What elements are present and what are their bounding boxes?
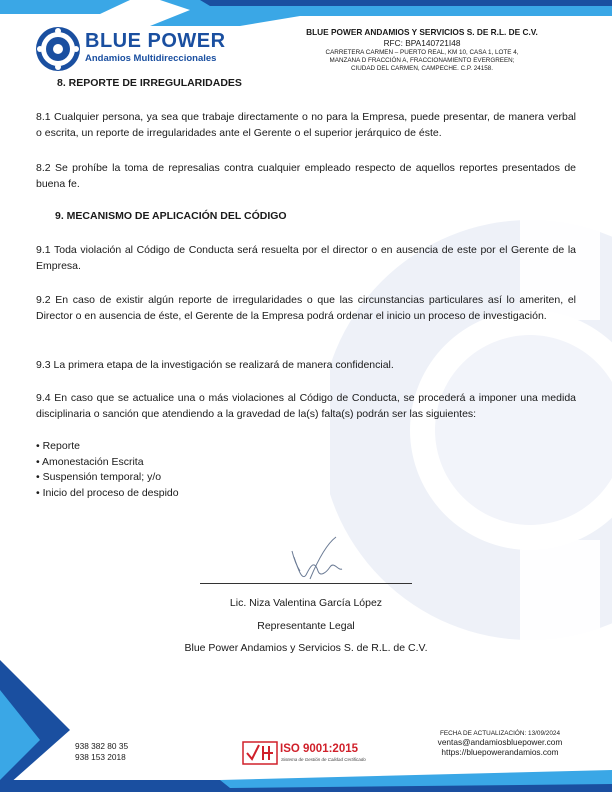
header-stripe — [0, 0, 612, 30]
company-info — [272, 27, 572, 73]
paragraph-9-1: 9.1 Toda violación al Código de Conducta será resuelta por el director o en ausencia de este por el Gerente de la Empresa. — [36, 244, 576, 272]
paragraph-8-1: 8.1 Cualquier persona, ya sea que trabaje directamente o no para la Empresa, puede presentar, de manera verbal o escrita, un reporte de irregularidades ante el Gerente o el superior jerárquico de éste. — [36, 111, 576, 139]
email-link[interactable]: ventas@andamiosbluepower.com — [437, 737, 563, 747]
address-line: MANZANA D FRACCIÓN A, FRACCIONAMIENTO EVERGREEN; — [329, 57, 515, 64]
footer-contact — [400, 730, 600, 757]
section-9-heading: 9. MECANISMO DE APLICACIÓN DEL CÓDIGO — [55, 210, 287, 222]
list-item: • Suspensión temporal; y/o — [36, 471, 162, 484]
paragraph-9-4: 9.4 En caso que se actualice una o más violaciones al Código de Conducta, se procederá a imponer una medida disciplinaria o sanción que atendiendo a la gravedad de la(s) falta(s) podrán ser las siguientes: — [36, 392, 576, 420]
signer-name: Lic. Niza Valentina García López — [229, 597, 383, 609]
website-link[interactable]: https://bluepowerandamios.com — [441, 747, 559, 757]
section-8-heading: 8. REPORTE DE IRREGULARIDADES — [57, 77, 242, 89]
company-rfc: RFC: BPA140721I48 — [383, 38, 461, 48]
phone-number: 938 153 2018 — [75, 751, 126, 762]
company-name: BLUE POWER ANDAMIOS Y SERVICIOS S. DE R.L. DE C.V. — [306, 27, 538, 37]
address-line: CIUDAD DEL CARMEN, CAMPECHE. C.P. 24158. — [350, 65, 494, 72]
logo-subtitle: Andamios Multidireccionales — [85, 53, 217, 64]
footer-phones — [75, 741, 128, 762]
paragraph-9-2: 9.2 En caso de existir algún reporte de irregularidades o que las circunstancias particulares así lo ameriten, el Director o en ausencia de éste, el Gerente de la Empresa podrá ordenar el inicio un proceso de investigación. — [36, 294, 576, 322]
list-item: • Amonestación Escrita — [36, 455, 144, 468]
iso-certificate-icon — [242, 741, 278, 765]
list-item: • Inicio del proceso de despido — [36, 487, 179, 500]
signer-company: Blue Power Andamios y Servicios S. de R.L. de C.V. — [184, 642, 428, 654]
iso-title: ISO 9001:2015 — [280, 743, 359, 755]
signature-line — [200, 583, 412, 584]
iso-subtitle: Sistema de Gestión de Calidad Certificado — [281, 757, 366, 762]
paragraph-8-2: 8.2 Se prohíbe la toma de represalias contra cualquier empleado respecto de aquellos reportes presentados de buena fe. — [36, 162, 576, 190]
logo-title: BLUE POWER — [85, 30, 226, 52]
update-date: FECHA DE ACTUALIZACIÓN: 13/09/2024 — [439, 730, 561, 737]
paragraph-9-3: 9.3 La primera etapa de la investigación se realizará de manera confidencial. — [36, 359, 394, 371]
company-address — [272, 49, 572, 73]
address-line: CARRETERA CARMEN – PUERTO REAL, KM 10, CASA 1, LOTE 4, — [325, 49, 519, 56]
footer-decoration — [0, 660, 612, 792]
signer-role: Representante Legal — [257, 620, 355, 632]
company-logo-icon — [35, 26, 81, 72]
signature-scribble — [280, 535, 360, 585]
phone-number: 938 382 80 35 — [75, 741, 129, 751]
sanctions-list — [36, 439, 179, 502]
list-item: • Reporte — [36, 440, 80, 452]
